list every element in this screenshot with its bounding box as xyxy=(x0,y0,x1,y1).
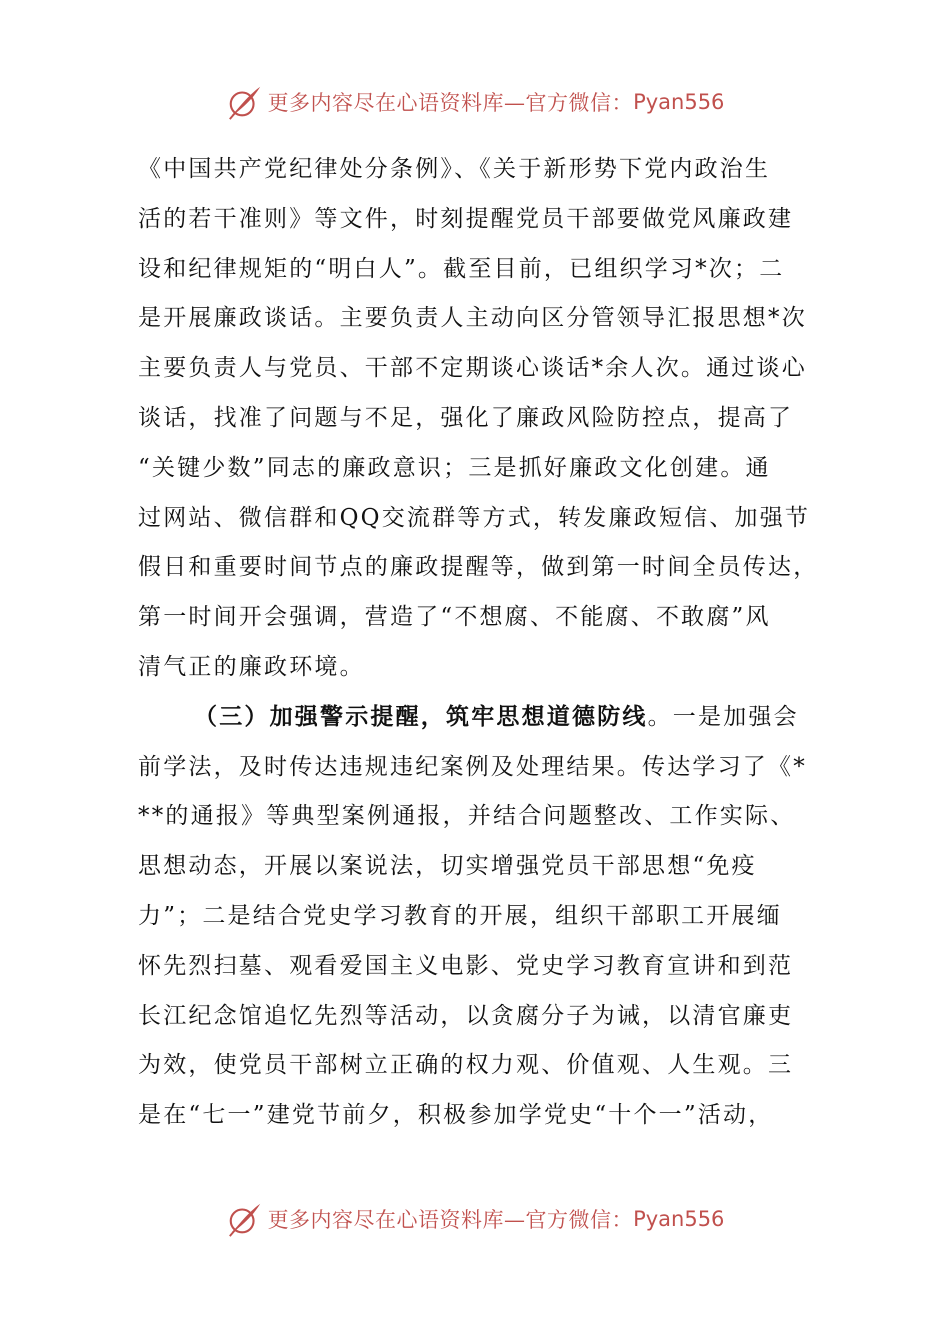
header-banner-id: Pyan556 xyxy=(633,90,725,114)
section-heading-line xyxy=(138,693,828,743)
quill-logo-icon xyxy=(226,1200,264,1238)
header-banner xyxy=(0,82,950,122)
header-banner-text: 更多内容尽在心语资料库—官方微信： xyxy=(267,91,634,115)
text-line: 《中国共产党纪律处分条例》、《关于新形势下党内政治生 xyxy=(138,156,771,182)
section-heading: （三）加强警示提醒，筑牢思想道德防线 xyxy=(194,703,648,730)
text-line: 是在“七一”建党节前夕，积极参加学党史“十个一”活动， xyxy=(138,1102,774,1129)
body-text xyxy=(138,145,828,1141)
section-heading-rest: 。一是加强会 xyxy=(647,703,799,730)
text-line: **的通报》等典型案例通报，并结合问题整改、工作实际、 xyxy=(138,803,796,830)
text-line: 第一时间开会强调，营造了“不想腐、不能腐、不敢腐”风 xyxy=(138,604,771,631)
text-line: “关键少数”同志的廉政意识；三是抓好廉政文化创建。通 xyxy=(138,454,771,481)
text-line: 为效，使党员干部树立正确的权力观、价值观、人生观。三 xyxy=(138,1052,794,1079)
text-line: 假日和重要时间节点的廉政提醒等，做到第一时间全员传达， xyxy=(138,554,819,581)
text-line: 设和纪律规矩的“明白人”。截至目前，已组织学习*次；二 xyxy=(138,255,785,282)
text-line: 前学法，及时传达违规违纪案例及处理结果。传达学习了《* xyxy=(138,753,807,780)
footer-banner-text: 更多内容尽在心语资料库—官方微信： xyxy=(267,1208,634,1232)
text-line: 是开展廉政谈话。主要负责人主动向区分管领导汇报思想*次 xyxy=(138,305,807,332)
text-line: 谈话，找准了问题与不足，强化了廉政风险防控点，提高了 xyxy=(138,404,794,431)
footer-banner-id: Pyan556 xyxy=(633,1207,725,1231)
footer-banner xyxy=(0,1199,950,1239)
text-line: 怀先烈扫墓、观看爱国主义电影、党史学习教育宣讲和到范 xyxy=(138,952,794,979)
text-line: 思想动态，开展以案说法，切实增强党员干部思想“免疫 xyxy=(138,853,757,880)
text-line: 活的若干准则》等文件，时刻提醒党员干部要做党风廉政建 xyxy=(138,205,794,232)
text-line: 长江纪念馆追忆先烈等活动，以贪腐分子为诫，以清官廉吏 xyxy=(138,1002,794,1029)
quill-logo-icon xyxy=(226,83,264,121)
text-line: 过网站、微信群和QQ交流群等方式，转发廉政短信、加强节 xyxy=(138,504,811,531)
text-line: 力”；二是结合党史学习教育的开展，组织干部职工开展缅 xyxy=(138,902,782,929)
text-line: 主要负责人与党员、干部不定期谈心谈话*余人次。通过谈心 xyxy=(138,355,807,382)
text-line: 清气正的廉政环境。 xyxy=(138,653,365,680)
